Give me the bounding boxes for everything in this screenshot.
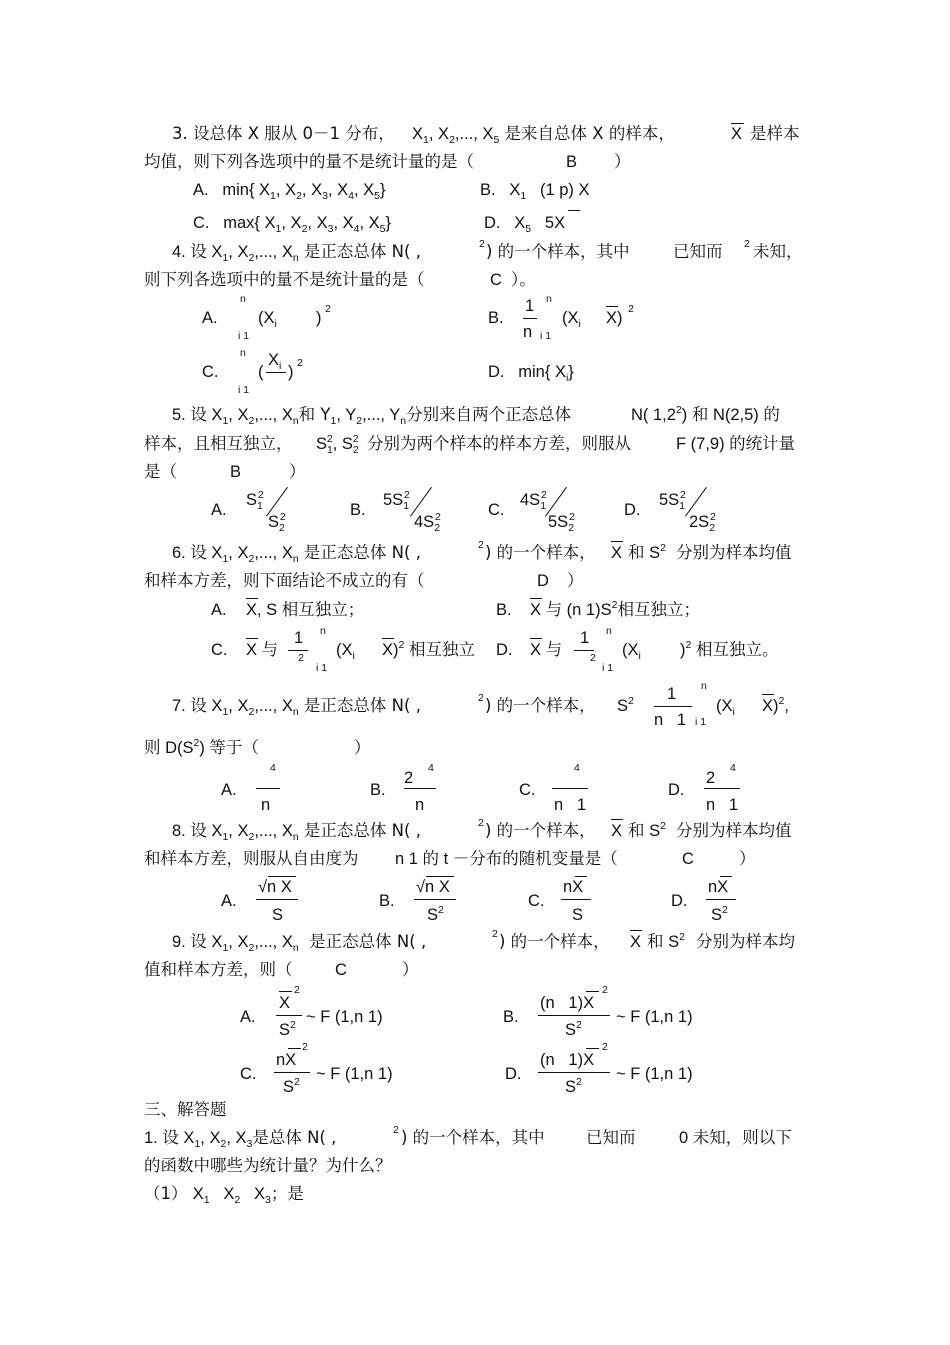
q5-line1: 5. 设 $X_1$, $X_2$,..., $X_n$和 $Y_1$, $Y_2$,..., $Y_n$分别来自两个正态总体 xyxy=(172,405,572,427)
q7-option-c: C. xyxy=(519,781,536,799)
q4-line1: 4. 设 $X_1$, $X_2$,..., $X_n$ 是正态总体 N( , xyxy=(172,242,421,264)
q7-line1: 7. 设 $X_1$, $X_2$,..., $X_n$ 是正态总体 N( , xyxy=(172,696,421,718)
q8-option-b: B. xyxy=(379,892,395,910)
q4-line2: 则下列各选项中的量不是统计量的是（ xyxy=(144,270,425,289)
q9-line2: 值和样本方差，则（ xyxy=(144,960,293,979)
q6-option-d: D. xyxy=(496,641,513,659)
q5-option-a: A. xyxy=(211,501,227,519)
q6-option-c: C. xyxy=(211,641,228,659)
q4-option-c: C. xyxy=(202,363,219,381)
q7-option-b: B. xyxy=(370,781,386,799)
q9-option-d: D. xyxy=(505,1065,522,1083)
s3-q1-line2: 的函数中哪些为统计量？为什么？ xyxy=(144,1156,392,1175)
q5-option-d: D. xyxy=(624,501,641,519)
q3-line1: 3. 设总体 X 服从 0－1 分布， $X_1$, $X_2$,..., $X_5$ 是来自总体 X 的样本， xyxy=(172,124,675,146)
q7-option-d: D. xyxy=(668,781,685,799)
q6-option-b: B. xyxy=(496,601,512,619)
document-page: 3. 设总体 X 服从 0－1 分布， $X_1$, $X_2$,..., $X_5$ 是来自总体 X 的样本， X 是样本 均值，则下列各选项中的量不是统计量的是（ B ） A. min{ $X_1$, $X_2$, $X_3$, $X_4$, $X_5$} B. $X_1$ (1 p) X C. max{ $X_1$, $X_2$, $X_3$, $X_4$, $X_5$} D. $X_5$ 5X 4. 设 $X_1$, $X_2$,..., $X_n$ 是正态总体 N( , 2 ) 的一个样本，其中 已知而 2 未知， 则下列各选项中的量不是统计量的是（ C ）。 A. n i 1 ($X_i$ ) 2 B. 1 n n i 1 ($X_i$ X) 2 C. n i 1 ( $X_i$ ) 2 D. min{ $X_i$} 5. 设 $X_1$, $X_2$,..., $X_n$和 $Y_1$, $Y_2$,..., $Y_n$分别来自两个正态总体 N( $1,2^2$) 和 N(2,5) 的 样本，且相互独立， $S_1^2$, $S_2^2$ 分别为两个样本的样本方差，则服从 F (7,9) 的统计量 是（ B ） A. $S_1^2$ $S_2^2$ B. $5S_1^2$ $4S_2^2$ C. $4S_1^2$ $5S_2^2$ D. $5S_1^2$ $2S_2^2$ 6. 设 $X_1$, $X_2$,..., $X_n$ 是正态总体 N( , 2 ) 的一个样本， X 和 $S^2$ 分别为样本均值 和样本方差，则下面结论不成立的有（ D ） A. X, S 相互独立； B. X 与 (n $1)S^2$相互独立； C. X 与 1 2 n i 1 ($X_i$ X)$^2$ 相互独立 D. X 与 1 2 n i 1 ($X_i$ )$^2$ 相互独立。 7. 设 $X_1$, $X_2$,..., $X_n$ 是正态总体 N( , 2 ) 的一个样本， $S^2$ 1 n 1 n i 1 ($X_i$ X)$^2$, 则 $D(S^2)$ 等于（ ） A. 4 n B. 2 4 n C. 4 n 1 D. 2 4 n 1 8. 设 $X_1$, $X_2$,..., $X_n$ 是正态总体 N( , 2 ) 的一个样本， X 和 $S^2$ 分别为样本均值 和样本方差，则服从自由度为 n 1 的 t －分布的随机变量是（ C ） A. √n X S B. √n X $S^2$ C. nX S D. nX $S^2$ 9. 设 $X_1$, $X_2$,..., $X_n$ 是正态总体 N( , 2 ) 的一个样本， X 和 $S^2$ 分别为样本均 值和样本方差，则（ C ） A. X 2 $S^2$ ~ F (1,n 1) B. (n 1)X 2 $S^2$ ~ F (1,n 1) C. nX 2 $S^2$ ~ F (1,n 1) D. (n 1)X 2 $S^2$ ~ F (1,n 1) 三、解答题 1. 设 $X_1$, $X_2$, $X_3$是总体 N( , 2 ) 的一个样本，其中 已知而 0 未知，则以下 的函数中哪些为统计量？为什么？ （1） $X_1$ $X_2$ $X_3$；是 xyxy=(144,124,803,1206)
q3-line1-end: 是样本 xyxy=(750,124,800,143)
q5-option-b: B. xyxy=(350,501,366,519)
q6-option-a: A. xyxy=(211,601,227,619)
q4-option-a: A. xyxy=(202,309,218,327)
q7-option-a: A. xyxy=(221,781,237,799)
q3-option-d: D. $X_5$ 5X xyxy=(484,214,566,235)
q3-option-a: A. min{ $X_1$, $X_2$, $X_3$, $X_4$, $X_5$} xyxy=(193,181,386,202)
q6-line1: 6. 设 $X_1$, $X_2$,..., $X_n$ 是正态总体 N( , xyxy=(172,543,421,565)
q8-line2: 和样本方差，则服从自由度为 xyxy=(144,849,359,868)
s3-q1-line1: 1. 设 $X_1$, $X_2$, $X_3$是总体 N( , xyxy=(144,1128,337,1150)
q3-option-c: C. max{ $X_1$, $X_2$, $X_3$, $X_4$, $X_5$} xyxy=(193,214,392,235)
q5-answer: B xyxy=(230,463,242,481)
q4-answer: C xyxy=(490,271,502,289)
q4-option-b: B. xyxy=(488,309,504,327)
q8-option-a: A. xyxy=(221,892,237,910)
q5-line2: 样本，且相互独立， xyxy=(144,434,293,453)
q8-line1: 8. 设 $X_1$, $X_2$,..., $X_n$ 是正态总体 N( , xyxy=(172,821,421,843)
s3-q1-item1: （1） $X_1$ $X_2$ $X_3$；是 xyxy=(144,1184,304,1206)
q8-option-d: D. xyxy=(671,892,688,910)
q9-option-b: B. xyxy=(503,1008,519,1026)
q9-option-c: C. xyxy=(240,1065,257,1083)
q3-answer: B xyxy=(566,153,578,171)
q4-option-d: D. min{ $X_i$} xyxy=(488,363,574,384)
q5-option-c: C. xyxy=(488,501,505,519)
q3-line2: 均值，则下列各选项中的量不是统计量的是（ xyxy=(144,152,474,171)
q9-answer: C xyxy=(335,961,347,979)
q8-answer: C xyxy=(682,850,694,868)
q9-line1: 9. 设 $X_1$, $X_2$,..., $X_n$ 是正态总体 N( , xyxy=(172,932,427,954)
xbar-symbol: X xyxy=(731,125,743,143)
q9-option-a: A. xyxy=(240,1008,256,1026)
q8-option-c: C. xyxy=(528,892,545,910)
q3-option-b: B. $X_1$ (1 p) X xyxy=(480,181,590,202)
section-heading: 三、解答题 xyxy=(144,1100,227,1119)
q7-line2: 则 $D(S^2)$ 等于（ xyxy=(144,737,259,757)
q6-line2: 和样本方差，则下面结论不成立的有（ xyxy=(144,571,425,590)
q6-answer: D xyxy=(537,572,549,590)
